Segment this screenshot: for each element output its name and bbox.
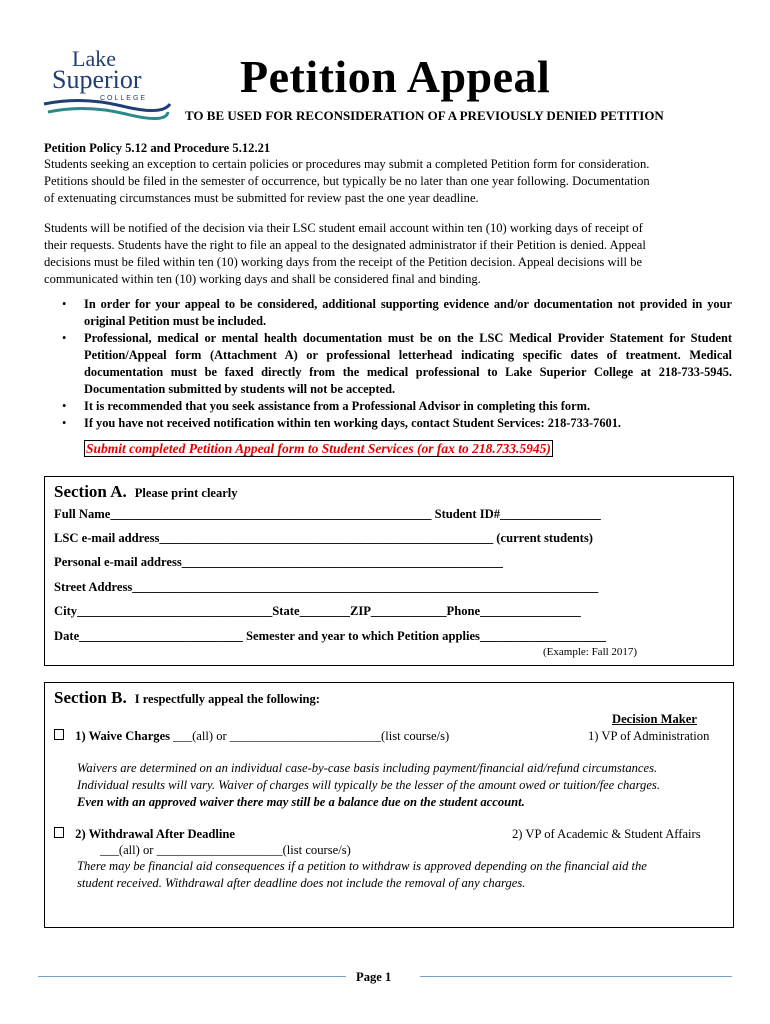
policy-p2-line1: Students will be notified of the decision via their LSC student email account within ten (10) working days of receipt of xyxy=(44,221,643,235)
policy-paragraph-2 xyxy=(44,220,726,288)
waive-charges-note xyxy=(77,760,727,811)
withdrawal-course-blank[interactable]: ___(all) or ____________________(list course/s) xyxy=(100,843,351,857)
submit-instructions xyxy=(84,441,553,457)
street-address-field[interactable]: Street Address__________________________________________________________________________ xyxy=(54,580,599,594)
section-b-title: Section B. xyxy=(54,688,127,707)
requirements-list xyxy=(62,296,732,432)
list-item: • It is recommended that you seek assistance from a Professional Advisor in completing this form. xyxy=(62,398,732,415)
waive-charges-label: 1) Waive Charges xyxy=(75,729,171,743)
section-a-header xyxy=(54,482,237,502)
footer-rule-left xyxy=(38,976,346,977)
waive-charges-decision-maker: 1) VP of Administration xyxy=(588,729,710,743)
policy-paragraph-1 xyxy=(44,156,724,207)
waive-charges-row xyxy=(54,728,449,745)
submit-note-text: Submit completed Petition Appeal form to Student Services (or fax to 218.733.5945) xyxy=(86,441,551,456)
policy-p2-line4: communicated within ten (10) working days and shall be considered final and binding. xyxy=(44,272,481,286)
logo-graphic xyxy=(42,44,172,122)
withdrawal-decision-maker: 2) VP of Academic & Student Affairs xyxy=(512,827,701,841)
policy-heading: Petition Policy 5.12 and Procedure 5.12.21 xyxy=(44,141,271,155)
lsc-email-field[interactable]: LSC e-mail address_____________________________________________________ (current students) xyxy=(54,531,593,545)
semester-example: (Example: Fall 2017) xyxy=(543,646,638,658)
logo-lake-text: Lake xyxy=(72,46,116,71)
policy-p2-line2: their requests. Students have the right to file an appeal to the designated administrator if their Petition is denied. Appeal xyxy=(44,238,646,252)
list-item: • If you have not received notification within ten working days, contact Student Services: 218-733-7601. xyxy=(62,415,732,432)
waive-charges-checkbox[interactable] xyxy=(54,729,64,740)
withdrawal-label: 2) Withdrawal After Deadline xyxy=(75,827,236,841)
section-b-header xyxy=(54,688,320,708)
page-subtitle: TO BE USED FOR RECONSIDERATION OF A PREVIOUSLY DENIED PETITION xyxy=(185,108,664,123)
college-logo xyxy=(42,44,172,122)
list-item: • In order for your appeal to be considered, additional supporting evidence and/or documentation not provided in your original Petition must be included. xyxy=(62,296,732,330)
policy-p1-line3: of extenuating circumstances must be submitted for review past the one year deadline. xyxy=(44,191,479,205)
waive-charges-course-blank[interactable]: ___(all) or ________________________(list course/s) xyxy=(170,729,450,743)
page-title: Petition Appeal xyxy=(240,51,551,102)
withdrawal-note xyxy=(77,858,727,892)
policy-p1-line2: Petitions should be filed in the semester of occurrence, but typically be no later than one year following. Documentation xyxy=(44,174,650,188)
withdrawal-note-line2: student received. Withdrawal after deadline does not include the removal of any charges. xyxy=(77,876,526,890)
withdrawal-note-line1: There may be financial aid consequences if a petition to withdraw is approved depending on the financial aid the xyxy=(77,859,647,873)
city-state-zip-phone-field[interactable]: City_______________________________State________ZIP____________Phone________________ xyxy=(54,604,581,618)
personal-email-field[interactable]: Personal e-mail address___________________________________________________ xyxy=(54,555,503,569)
list-item: • Professional, medical or mental health documentation must be on the LSC Medical Provider Statement for Student Petition/Appeal form (Attachment A) or professional letterhead indicating specific dates of treatment. Medical documentation must be faxed directly from the medical professional to Lake Superior College at 218-733-5945. Documentation submitted by students will not be accepted. xyxy=(62,330,732,398)
withdrawal-checkbox[interactable] xyxy=(54,827,64,838)
page-number: Page 1 xyxy=(356,970,392,984)
decision-maker-header: Decision Maker xyxy=(612,712,697,726)
waive-note-line1: Waivers are determined on an individual case-by-case basis including payment/financial aid/refund circumstances. xyxy=(77,761,658,775)
section-b-subtitle: I respectfully appeal the following: xyxy=(134,692,320,706)
logo-college-text: COLLEGE xyxy=(100,95,148,102)
withdrawal-row xyxy=(54,826,235,843)
logo-superior-text: Superior xyxy=(52,65,142,94)
full-name-field[interactable]: Full Name___________________________________________________ Student ID#________________ xyxy=(54,507,601,521)
waive-note-line3: Even with an approved waiver there may still be a balance due on the student account. xyxy=(77,795,525,809)
section-a-subtitle: Please print clearly xyxy=(134,486,238,500)
policy-p2-line3: decisions must be filed within ten (10) working days from the receipt of the Petition decision. Appeal decisions will be xyxy=(44,255,643,269)
date-semester-field[interactable]: Date__________________________ Semester and year to which Petition applies____________________ xyxy=(54,629,606,643)
waive-note-line2: Individual results will vary. Waiver of charges will typically be the lesser of the amount owed or tuition/fee charges. xyxy=(77,778,660,792)
policy-p1-line1: Students seeking an exception to certain policies or procedures may submit a completed Petition form for consideration. xyxy=(44,157,650,171)
footer-rule-right xyxy=(420,976,732,977)
section-a-title: Section A. xyxy=(54,482,127,501)
